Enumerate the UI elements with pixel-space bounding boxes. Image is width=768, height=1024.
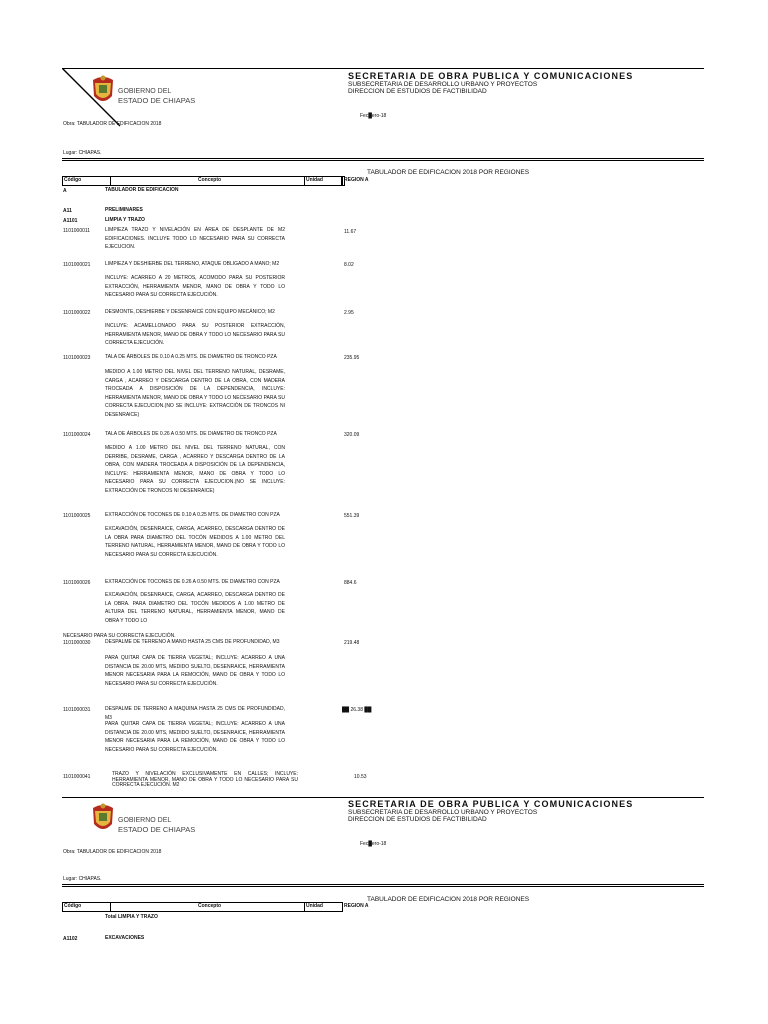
row-price: 551.39 (344, 513, 360, 519)
row-code: 1101000026 (63, 580, 91, 586)
section-label: TABULADOR DE EDIFICACION (105, 187, 179, 193)
row-concept: LIMPIEZA Y DESHIERBE DEL TERRENO, ATAQUE OBLIGADO A MANO; M2 (105, 261, 280, 267)
row-detail: INCLUYE: ACARREO A 20 METROS, ACOMODO PARA SU POSTERIOR EXTRACCIÓN, HERRAMIENTA MENOR, MANO DE OBRA Y TODO LO NECESARIO PARA SU CORRECTA EJECUCIÓN. (105, 275, 285, 299)
col-concepto: Concepto (198, 903, 222, 909)
obra-label: Obra: TABULADOR DE EDIFICACION 2018 (63, 849, 162, 855)
row-code: 1101000041 (63, 774, 91, 780)
section-label: EXCAVACIONES (105, 935, 145, 941)
row-concept: EXTRACCIÓN DE TOCONES DE 0.26 A 0.50 MTS. DE DIAMETRO CON PZA (105, 579, 280, 585)
obra-label: Obra: TABULADOR DE EDIFICACION 2018 (63, 121, 162, 127)
ministry-title: SECRETARIA DE OBRA PUBLICA Y COMUNICACIONES (348, 71, 634, 81)
row-code: 1101000021 (63, 262, 91, 268)
direccion: DIRECCION DE ESTUDIOS DE FACTIBILIDAD (348, 816, 487, 823)
section-total: Total LIMPIA Y TRAZO (105, 914, 158, 920)
row-price: 235.95 (344, 355, 360, 361)
row-detail: EXCAVACIÓN, DESENRAICE, CARGA, ACARREO, DESCARGA DENTRO DE LA OBRA PARA DIAMETRO DEL TOCÓN MEDIDOS A 1.00 METRO DEL TERRENO NATURAL, HERRAMIENTA MENOR, MANO DE OBRA Y TODO LO NECESARIO PARA SU CORRECTA EJECUCIÓN. (105, 526, 285, 558)
row-code: 1101000011 (63, 228, 91, 234)
tabulador-title: TABULADOR DE EDIFICACION 2018 POR REGIONES (367, 169, 530, 176)
logo-text-line1: GOBIERNO DEL (118, 88, 172, 95)
row-detail: MEDIDO A 1.00 METRO DEL NIVEL DEL TERRENO NATURAL, CON DERRIBE, DESRAME, CARGA , ACARREO Y DESCARGA DENTRO DE LA OBRA, CON MADERA TROCEADA A DISPOSICIÓN DE LA DEPENDENCIA, INCLUYE: HERRAMIENTA MENOR, MANO DE OBRA Y TODO LO NECESARIO PARA SU CORRECTA EJECUCION.(NO SE INCLUYE: EXTRACCIÓN DE TRONCOS NI DESENRAICE) (105, 445, 285, 494)
lugar-label: Lugar: CHIAPAS. (63, 150, 102, 156)
ministry-title: SECRETARIA DE OBRA PUBLICA Y COMUNICACIONES (348, 799, 634, 809)
row-price: 2.95 (344, 310, 354, 316)
row-concept: LIMPIEZA TRAZO Y NIVELACIÓN EN ÁREA DE DESPLANTE DE M2 EDIFICACIONES. INCLUYE TODO LO NECESARIO PARA SU CORRECTA EJECUCION. (105, 227, 285, 251)
logo-text-line1: GOBIERNO DEL (118, 817, 172, 824)
fecha: Fec█ero-18 (360, 841, 387, 847)
subsecretaria: SUBSECRETARIA DE DESARROLLO URBANO Y PROYECTOS (348, 81, 538, 88)
row-price: 320.09 (344, 432, 360, 438)
row-code: 1101000025 (63, 513, 91, 519)
section-label: LIMPIA Y TRAZO (105, 217, 145, 223)
row-concept: DESMONTE, DESHIERBE Y DESENRAICÉ CON EQUIPO MECÁNICO; M2 (105, 309, 275, 315)
fecha: Fec█ero-18 (360, 113, 387, 119)
row-concept: DESPALME DE TERRENO A MANO HASTA 25 CMS DE PROFUNDIDAD, M3 (105, 639, 280, 645)
row-concept: EXTRACCIÓN DE TOCONES DE 0.10 A 0.25 MTS. DE DIAMETRO CON PZA (105, 512, 280, 518)
direccion: DIRECCION DE ESTUDIOS DE FACTIBILIDAD (348, 88, 487, 95)
row-detail: PARA QUITAR CAPA DE TIERRA VEGETAL; INCLUYE: ACARREO A UNA DISTANCIA DE 20.00 MTS, MEDIDO SUELTO, DESENRAICE, HERRAMIENTA MENOR NECESARIA PARA LA REMOCIÓN, MANO DE OBRA Y TODO LO NECESARIO PARA SU CORRECTA EJECUCIÓN. (105, 721, 285, 753)
row-price: 8.02 (344, 262, 354, 268)
col-codigo: Código (64, 903, 82, 909)
row-price: 219.48 (344, 640, 360, 646)
row-detail: PARA QUITAR CAPA DE TIERRA VEGETAL; INCLUYE: ACARREO A UNA DISTANCIA DE 20.00 MTS, MEDIDO SUELTO, DESENRAICE, HERRAMIENTA MENOR NECESARIA PARA LA REMOCIÓN, MANO DE OBRA Y TODO LO NECESARIO PARA SU CORRECTA EJECUCIÓN. (105, 655, 285, 687)
row-concept: TALA DE ÁRBOLES DE 0.10 A 0.25 MTS. DE DIAMETRO DE TRONCO PZA (105, 354, 277, 360)
row-concept: TRAZO Y NIVELACIÓN EXCLUSIVAMENTE EN CALLES; INCLUYE: HERRAMIENTA MENOR, MANO DE OBRA Y TODO LO NECESARIO PARA SU CORRECTA EJECUCIÓN. M2 (112, 771, 298, 788)
row-price: 26.38 (350, 707, 363, 713)
row-price: 10.53 (354, 774, 367, 780)
row-concept: TALA DE ÁRBOLES DE 0.26 A 0.50 MTS. DE DIAMETRO DE TRONCO PZA (105, 431, 277, 437)
row-code: 1101000031 (63, 707, 91, 713)
row-price: 11.67 (344, 229, 357, 235)
row-carryover: NECESARIO PARA SU CORRECTA EJECUCIÓN. (63, 633, 176, 639)
row-code: 1101000024 (63, 432, 91, 438)
row-concept: DESPALME DE TERRENO A MAQUINA HASTA 25 CMS DE PROFUNDIDAD, M3 (105, 706, 285, 721)
row-price-row8: ██ 26.38 ██ (342, 707, 372, 713)
subsecretaria: SUBSECRETARIA DE DESARROLLO URBANO Y PROYECTOS (348, 809, 538, 816)
section-code: A (63, 188, 67, 194)
row-code: 1101000022 (63, 310, 91, 316)
col-unidad: Unidad (306, 177, 323, 183)
col-codigo: Código (64, 177, 82, 183)
lugar-label: Lugar: CHIAPAS. (63, 876, 102, 882)
chiapas-coat-of-arms-icon (90, 802, 116, 839)
chiapas-coat-of-arms-icon (90, 74, 116, 111)
row-detail: EXCAVACIÓN, DESENRAICE, CARGA, ACARREO, DESCARGA DENTRO DE LA OBRA. PARA DIAMETRO DEL TOCÓN MEDIDOS A 1.00 METRO DE ALTURA DEL TERRENO NATURAL, HERRAMIENTA MENOR, MANO DE OBRA Y TODO LO (105, 592, 285, 624)
section-code: A11 (63, 208, 72, 214)
row-code: 1101000030 (63, 640, 91, 646)
col-unidad: Unidad (306, 903, 323, 909)
row-detail: MEDIDO A 1.00 METRO DEL NIVEL DEL TERRENO NATURAL, DESRAME, CARGA , ACARREO Y DESCARGA DENTRO DE LA OBRA, CON MADERA TROCEADA A DISPOSICIÓN DE LA DEPENDENCIA, INCLUYE: HERRAMIENTA MENOR, MANO DE OBRA Y TODO LO NECESARIO PARA SU CORRECTA EJECUCION.(NO SE INCLUYE: EXTRACCIÓN DE TRONCOS NI DESENRAICE) (105, 369, 285, 418)
tabulador-title: TABULADOR DE EDIFICACION 2018 POR REGIONES (367, 896, 530, 903)
col-region: REGION A (344, 903, 369, 909)
section-code: A1102 (63, 936, 78, 942)
logo-text-line2: ESTADO DE CHIAPAS (118, 96, 196, 105)
section-code: A1101 (63, 218, 78, 224)
row-code: 1101000023 (63, 355, 91, 361)
col-region: REGION A (344, 177, 369, 183)
section-label: PRELIMINARES (105, 207, 143, 213)
logo-text-line2: ESTADO DE CHIAPAS (118, 825, 196, 834)
col-concepto: Concepto (198, 177, 222, 183)
row-detail: INCLUYE: ACAMELLONADO PARA SU POSTERIOR EXTRACCIÓN, HERRAMIENTA MENOR, MANO DE OBRA Y TODO LO NECESARIO PARA SU CORRECTA EJECUCIÓN. (105, 323, 285, 347)
row-price: 884.6 (344, 580, 357, 586)
